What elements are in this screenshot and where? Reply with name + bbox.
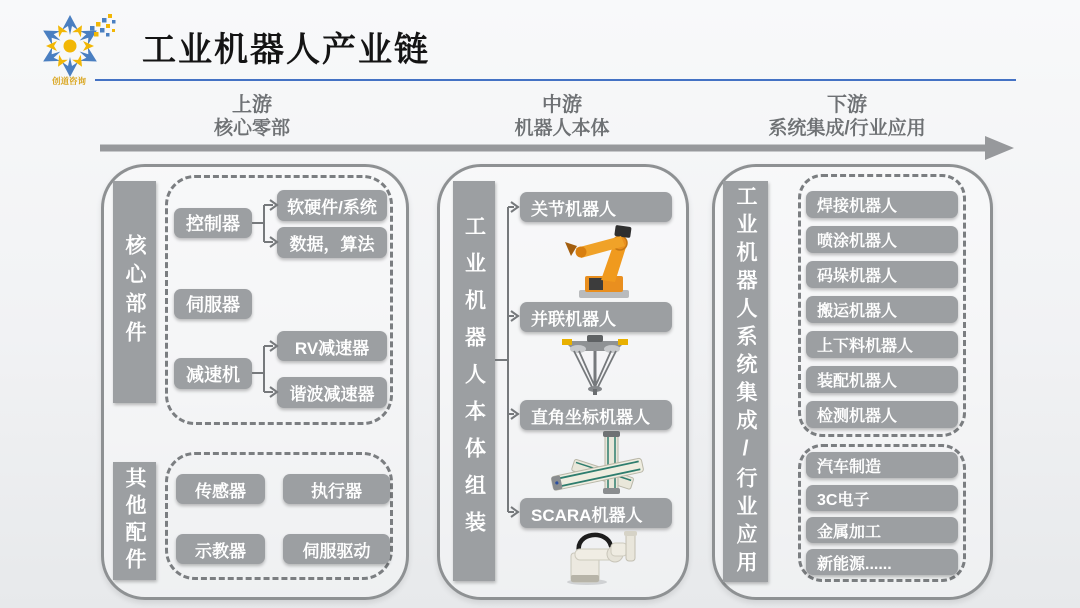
node-parallel-robot: 并联机器人 — [520, 302, 672, 332]
midstream-sidebar: 工业机器人本体组装 — [453, 181, 495, 581]
node-harmonic-reducer: 谐波减速器 — [277, 377, 387, 408]
node-articulated-robot: 关节机器人 — [520, 192, 672, 222]
node-teach-pendant: 示教器 — [176, 534, 265, 564]
node-metal-processing: 金属加工 — [806, 517, 958, 543]
articulated-robot-image — [543, 222, 653, 300]
node-scara-robot: SCARA机器人 — [520, 498, 672, 528]
scara-robot-image — [563, 527, 643, 586]
node-sensor: 传感器 — [176, 474, 265, 504]
node-loading-robot: 上下料机器人 — [806, 331, 958, 358]
title-underline — [95, 79, 1016, 81]
logo-brand-text: 创道咨询 — [52, 76, 87, 86]
node-rv-reducer: RV减速器 — [277, 331, 387, 361]
node-3c-electronics: 3C电子 — [806, 485, 958, 511]
node-servo: 伺服器 — [174, 289, 252, 319]
cartesian-robot-image — [545, 431, 660, 495]
node-welding-robot: 焊接机器人 — [806, 191, 958, 218]
node-assembly-robot: 装配机器人 — [806, 366, 958, 393]
node-cartesian-robot: 直角坐标机器人 — [520, 400, 672, 430]
node-data-algorithm: 数据，算法 — [277, 227, 387, 258]
flow-arrow-icon — [95, 134, 1020, 162]
upstream-other-sidebar: 其他配件 — [113, 462, 156, 580]
upstream-core-sidebar: 核心部件 — [113, 181, 156, 403]
node-actuator: 执行器 — [283, 474, 390, 504]
downstream-sidebar: 工业机器人系统集成/行业应用 — [723, 181, 768, 582]
node-inspection-robot: 检测机器人 — [806, 401, 958, 428]
delta-robot-image — [560, 333, 630, 396]
node-handling-robot: 搬运机器人 — [806, 296, 958, 323]
company-logo-icon — [26, 8, 128, 88]
node-automotive: 汽车制造 — [806, 452, 958, 478]
node-palletizing-robot: 码垛机器人 — [806, 261, 958, 288]
stage-upstream-label: 上游 核心零部 — [213, 94, 291, 139]
page-title: 工业机器人产业链 — [142, 31, 430, 69]
node-new-energy: 新能源...... — [806, 549, 958, 575]
node-servo-drive: 伺服驱动 — [283, 534, 390, 564]
stage-midstream-label: 中游 机器人本体 — [514, 94, 610, 139]
node-reducer: 减速机 — [174, 358, 252, 389]
node-controller: 控制器 — [174, 208, 252, 238]
stage-downstream-label: 下游 系统集成/行业应用 — [768, 94, 926, 139]
node-software-system: 软硬件/系统 — [277, 190, 387, 221]
node-painting-robot: 喷涂机器人 — [806, 226, 958, 253]
